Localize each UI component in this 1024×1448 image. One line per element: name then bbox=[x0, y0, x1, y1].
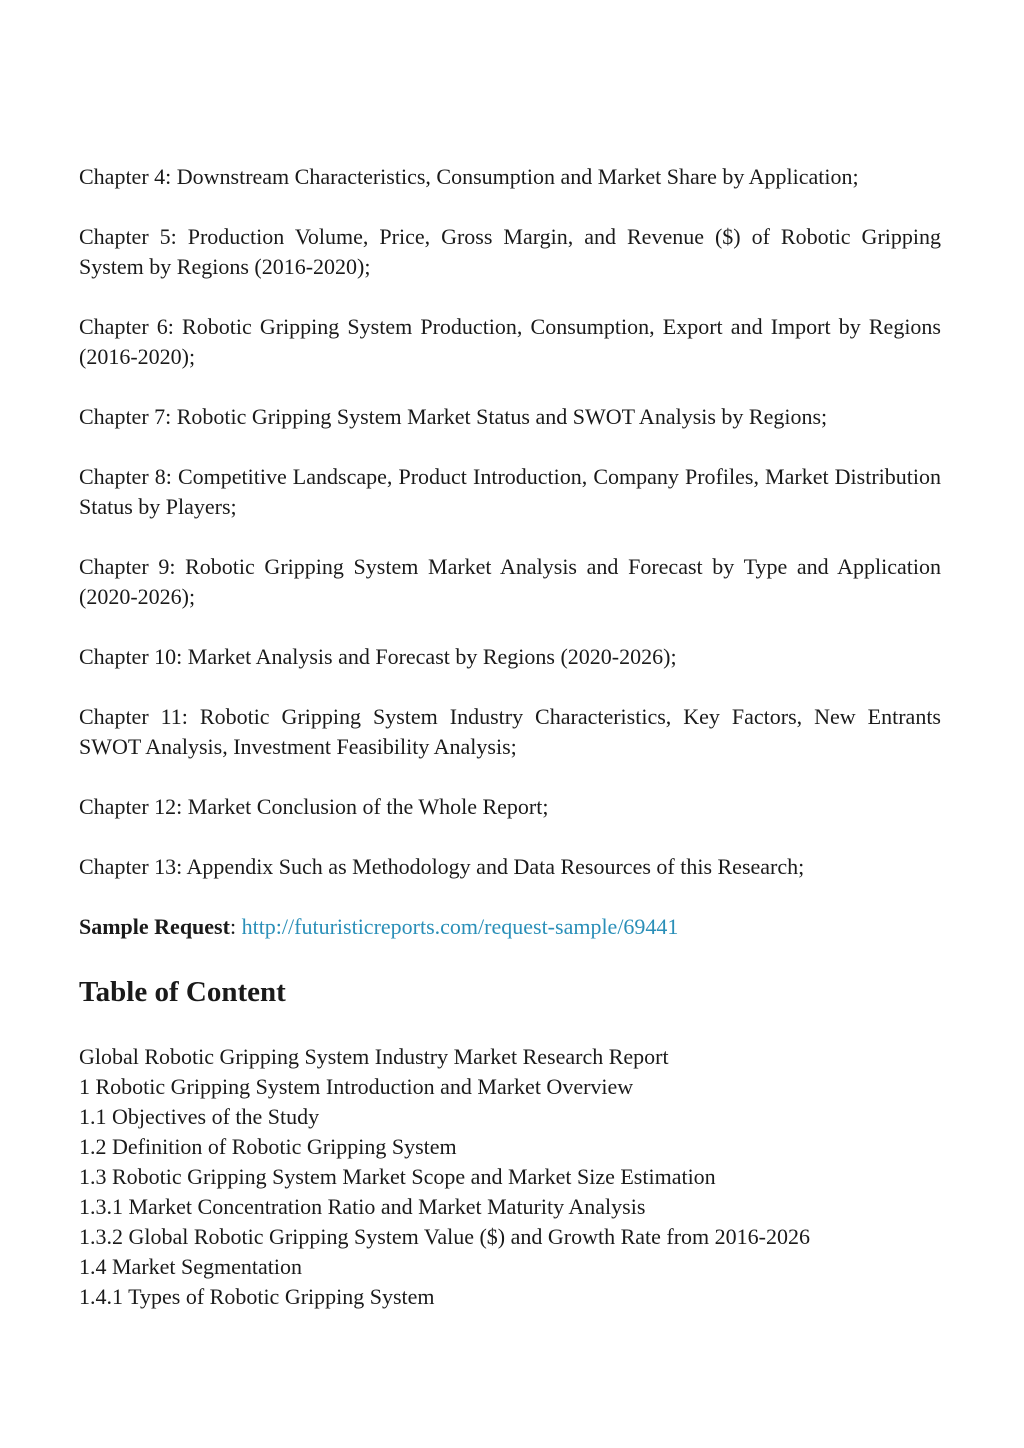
chapter-12-paragraph: Chapter 12: Market Conclusion of the Whole Report; bbox=[79, 794, 549, 819]
toc-item: 1.4.1 Types of Robotic Gripping System bbox=[79, 1284, 435, 1309]
toc-item: 1.3.2 Global Robotic Gripping System Value ($) and Growth Rate from 2016-2026 bbox=[79, 1224, 810, 1249]
chapter-7-paragraph: Chapter 7: Robotic Gripping System Market Status and SWOT Analysis by Regions; bbox=[79, 404, 828, 429]
chapter-4-paragraph: Chapter 4: Downstream Characteristics, Consumption and Market Share by Application; bbox=[79, 164, 859, 189]
sample-request-separator: : bbox=[229, 914, 242, 939]
toc-item: 1.3 Robotic Gripping System Market Scope and Market Size Estimation bbox=[79, 1164, 716, 1189]
chapter-8-paragraph: Chapter 8: Competitive Landscape, Product Introduction, Company Profiles, Market Distribution Status by Players; bbox=[79, 464, 941, 519]
toc-item: 1.2 Definition of Robotic Gripping System bbox=[79, 1134, 457, 1159]
chapter-13-paragraph: Chapter 13: Appendix Such as Methodology and Data Resources of this Research; bbox=[79, 854, 805, 879]
toc-item: 1.1 Objectives of the Study bbox=[79, 1104, 320, 1129]
chapter-11-paragraph: Chapter 11: Robotic Gripping System Industry Characteristics, Key Factors, New Entrants SWOT Analysis, Investment Feasibility Analysis; bbox=[79, 704, 941, 759]
toc-item: Global Robotic Gripping System Industry Market Research Report bbox=[79, 1044, 669, 1069]
document-page bbox=[79, 162, 941, 1312]
toc-item: 1.4 Market Segmentation bbox=[79, 1254, 303, 1279]
sample-request-label: Sample Request bbox=[79, 914, 230, 939]
chapter-9-paragraph: Chapter 9: Robotic Gripping System Market Analysis and Forecast by Type and Application (2020-2026); bbox=[79, 554, 941, 609]
toc-list bbox=[79, 1042, 941, 1312]
toc-item: 1 Robotic Gripping System Introduction and Market Overview bbox=[79, 1074, 634, 1099]
toc-item: 1.3.1 Market Concentration Ratio and Market Maturity Analysis bbox=[79, 1194, 646, 1219]
chapter-10-paragraph: Chapter 10: Market Analysis and Forecast by Regions (2020-2026); bbox=[79, 644, 677, 669]
sample-request-line bbox=[79, 912, 941, 942]
chapter-5-paragraph: Chapter 5: Production Volume, Price, Gross Margin, and Revenue ($) of Robotic Gripping System by Regions (2016-2020); bbox=[79, 224, 941, 279]
sample-request-link[interactable]: http://futuristicreports.com/request-sample/69441 bbox=[241, 914, 679, 939]
chapter-6-paragraph: Chapter 6: Robotic Gripping System Production, Consumption, Export and Import by Regions (2016-2020); bbox=[79, 314, 941, 369]
toc-heading: Table of Content bbox=[79, 976, 286, 1008]
